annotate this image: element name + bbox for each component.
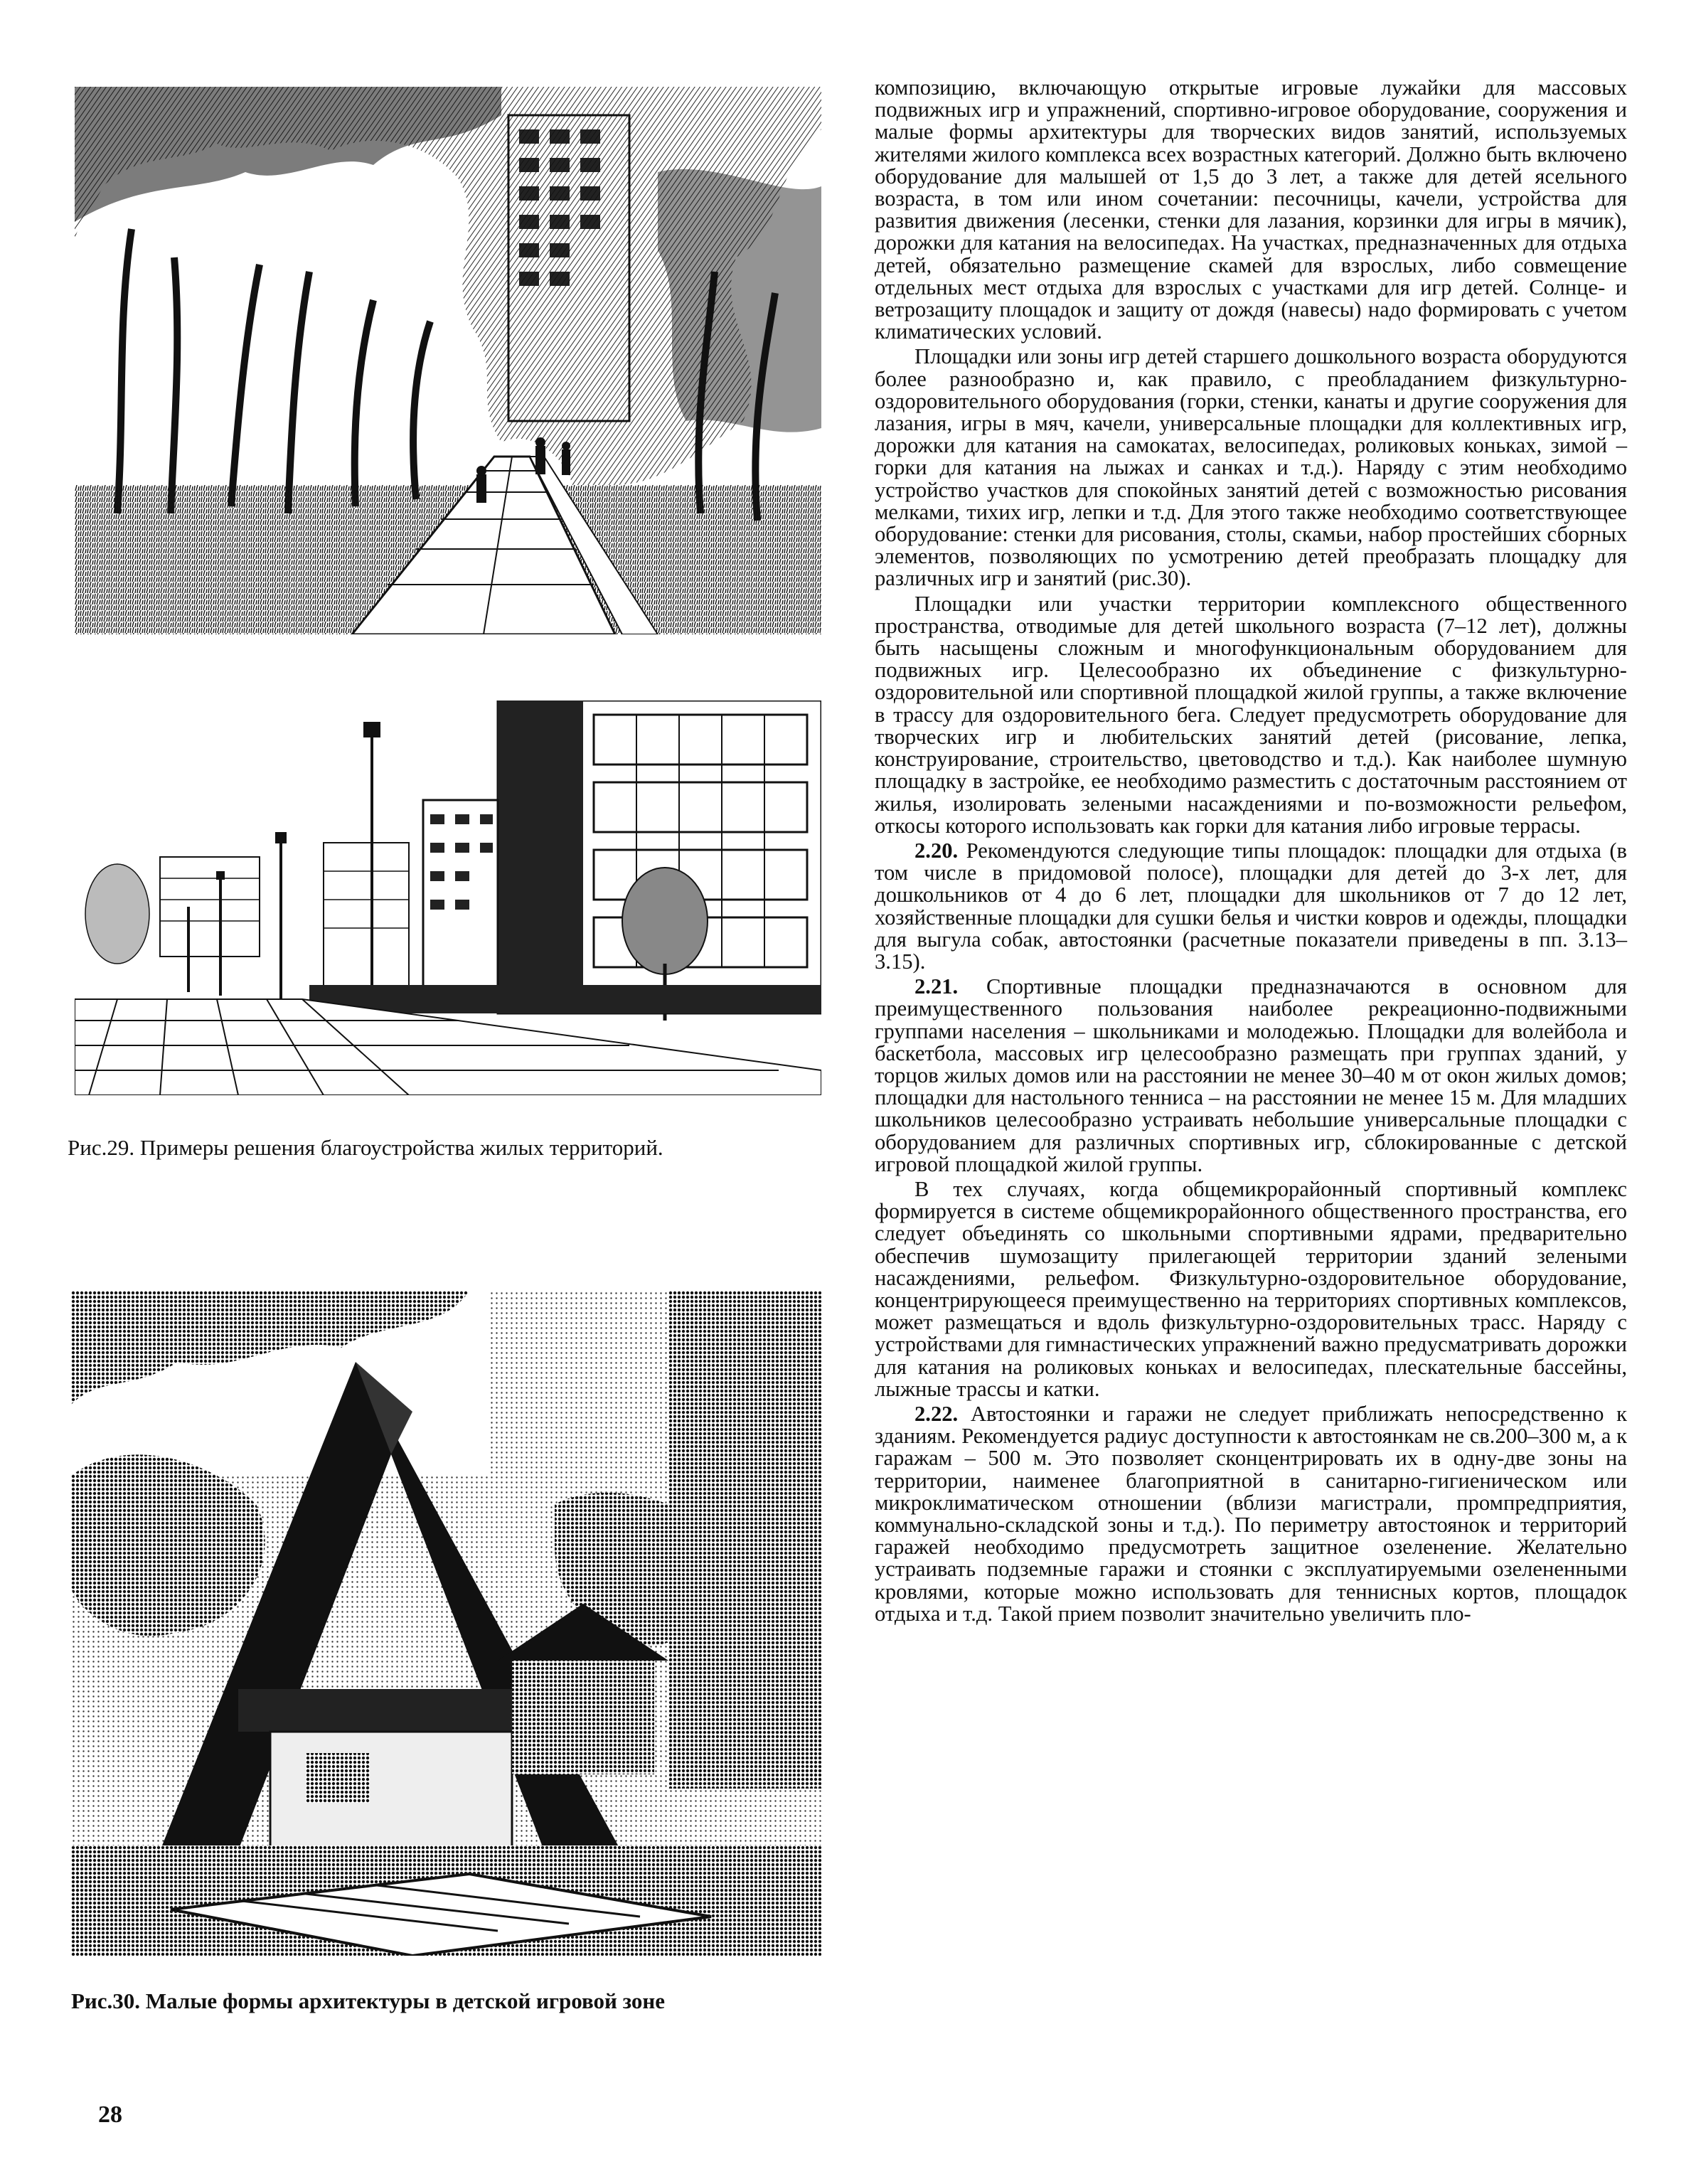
paragraph-text: композицию, включающую открытые игровые лужайки для массовых подвижных игр и упражнений, спортивно-игровое оборудование, сооружения и малые формы архитектуры для творческих видов занятий, используемых жителями жилого комплекса всех возрастных категорий. Должно быть включено оборудование для малышей от 1,5 до 3 лет, а также для детей ясельного возраста, в том или ином сочетании: песочницы, качели, устройства для развития движения (лесенки, стенки для лазания, корзинки для игры в мячик), дорожки для катания на велосипедах. На участках, предназначенных для отдыха детей, обязательно размещение скамей для взрослых, либо совмещение отдельных мест отдыха для взрослых с участками для игр детей. Солнце- и ветрозащиту площадок и защиту от дождя (навесы) надо формировать с учетом климатических условий. bbox=[875, 75, 1627, 344]
figure-residential-street-illustration bbox=[75, 701, 821, 1095]
paragraph bbox=[875, 77, 1627, 343]
figure-park-alley-illustration bbox=[75, 87, 821, 634]
section-number: 2.22. bbox=[914, 1401, 959, 1426]
paragraph bbox=[875, 593, 1627, 837]
section-2-21 bbox=[875, 976, 1627, 1176]
paragraph-text: Площадки или участки территории комплексного общественного пространства, отводимые для детей школьного возраста (7–12 лет), должны быть насыщены сложным и многофункциональным оборудованием для подвижных игр. Целесообразно их объединение с физкультурно-оздоровительной или спортивной площадкой жилой группы, а также включение в трассу для оздоровительного бега. Следует предусмотреть оборудование для творческих игр и любительских занятий детей (рисование, лепка, конструирование, строительство, цветоводство и т.д.). Как наиболее шумную площадку в застройке, ее необходимо разместить с достаточным расстоянием от жилья, изолировать зелеными насаждениями и по-возможности рельефом, откосы которого использовать как горки для катания либо игровые террасы. bbox=[875, 591, 1627, 838]
section-number: 2.21. bbox=[914, 974, 959, 999]
section-number: 2.20. bbox=[914, 838, 959, 863]
paragraph-text: Автостоянки и гаражи не следует приближать непосредственно к зданиям. Рекомендуется радиус доступности к автостоянкам не св.200–300 м, а к гаражам – 500 м. Это позволяет сконцентрировать их в одну-две зоны на территории, наименее благоприятной в санитарно-гигиеническом или микроклиматическом отношении (вблизи магистрали, промпредприятия, коммунально-складской зоны и т.д.). По периметру автостоянок и территорий гаражей необходимо предусмотреть защитное озеленение. Желательно устраивать подземные гаражи и стоянки с эксплуатируемыми озелененными кровлями, которые можно использовать для теннисных кортов, площадок отдыха и т.д. Такой прием позволит значительно увеличить пло- bbox=[875, 1401, 1627, 1626]
section-2-20 bbox=[875, 840, 1627, 973]
paragraph-text: В тех случаях, когда общемикрорайонный спортивный комплекс формируется в системе общемикрорайонного общественного пространства, его следует объединять со школьными спортивными ядрами, предварительно обеспечив шумозащиту прилегающей территории зданий зелеными насаждениями, рельефом. Физкультурно-оздоровительное оборудование, концентрирующееся преимущественно на территориях спортивных комплексов, может размещаться и вдоль физкультурно-оздоровительных трасс. Наряду с устройствами для гимнастических упражнений важно предусматривать дорожки для катания на роликовых коньках и велосипедах, плескательные бассейны, лыжные трассы и катки. bbox=[875, 1176, 1627, 1401]
section-2-22 bbox=[875, 1403, 1627, 1625]
figure-a-frame-playground-photo bbox=[71, 1291, 821, 1956]
paragraph bbox=[875, 1178, 1627, 1400]
text-column bbox=[875, 77, 1627, 1628]
paragraph-text: Рекомендуются следующие типы площадок: площадки для отдыха (в том числе в придомовой полосе), площадки для детей до 3-х лет, для дошкольников от 4 до 6 лет, площадки для школьников от 7 до 12 лет, хозяйственные площадки для сушки белья и чистки ковров и одежды, площадки для выгула собак, автостоянки (расчетные показатели приведены в пп. 3.13–3.15). bbox=[875, 838, 1627, 974]
paragraph-text: Площадки или зоны игр детей старшего дошкольного возраста оборудуются более разнообразно и, как правило, с преобладанием физкультурно-оздоровительного оборудования (горки, стенки, канаты и другие сооружения для лазания, игры в мяч, качели, универсальные площадки для коллективных игр, дорожки для катания на самокатах, велосипедах, роликовых коньках, зимой – горки для катания на лыжах и санках и т.д.). Наряду с этим необходимо устройство участков для спокойных занятий детей с возможностью рисования мелками, тихих игр, лепки и т.д. Для этого также необходимо соответствующее оборудование: стенки для рисования, столы, скамьи, набор простейших сборных элементов, позволяющих по усмотрению детей преобразать площадку для различных игр и занятий (рис.30). bbox=[875, 344, 1627, 591]
figure-30-caption: Рис.30. Малые формы архитектуры в детской игровой зоне bbox=[71, 1988, 666, 2013]
page-number: 28 bbox=[98, 2102, 122, 2128]
paragraph-text: Спортивные площадки предназначаются в основном для преимущественного пользования наиболее рекреационно-подвижными группами населения – школьниками и молодежью. Площадки для волейбола и баскетбола, массовых игр целесообразно размещать при группах зданий, у торцов жилых домов или на расстоянии не менее 30–40 м от окон жилых домов; площадки для настольного тенниса – на расстоянии не менее 15 м. Для младших школьников целесообразно устраивать небольшие универсальные площадки с оборудованием для различных спортивных игр, сблокированные с детской игровой площадкой жилой группы. bbox=[875, 974, 1627, 1176]
paragraph bbox=[875, 346, 1627, 590]
figure-29-caption: Рис.29. Примеры решения благоустройства жилых территорий. bbox=[68, 1135, 663, 1160]
